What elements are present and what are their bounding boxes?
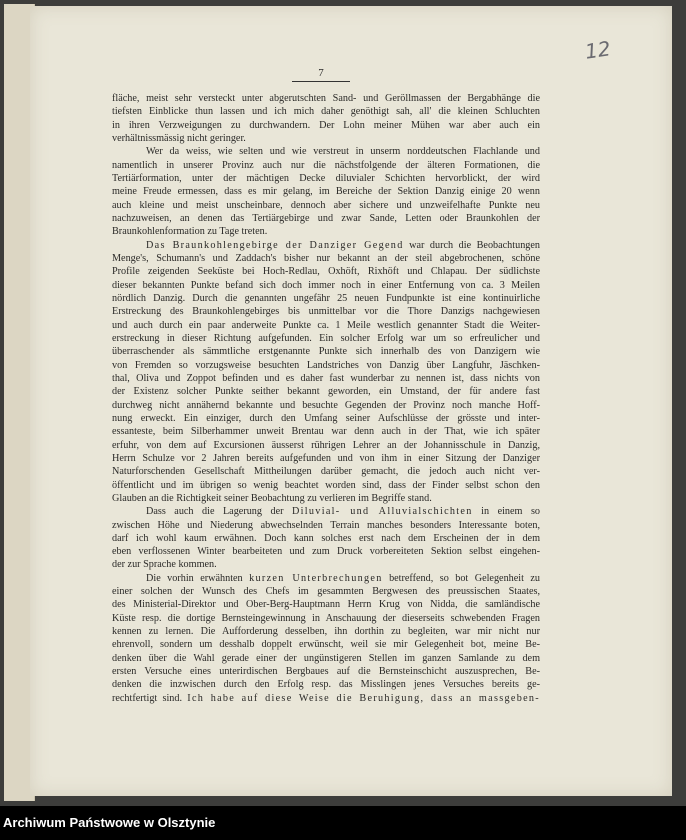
text-segment: erstreckung in dieser Richtung aufgefunden. Ein solcher Erfolg war um so erfreulicher und (112, 332, 540, 344)
text-segment: Profile zeigenden Seeküste bei Hoch-Redlau, Oxhöft, Rixhöft und Chlapau. Der südlichste (112, 266, 540, 278)
text-line (112, 225, 540, 238)
text-segment: Menge's, Schumann's und Zaddach's bisher nur bekannt an der steil abgebrochenen, schöne (112, 252, 540, 264)
text-segment: in ihren Verzweigungen zu durchwandern. Der Lohn meiner Mühen war aber auch ein (112, 119, 540, 131)
text-line (112, 519, 540, 532)
text-segment: der Existenz solcher Punkte seither bekannt geworden, ein Umstand, der für andere fast (112, 386, 540, 398)
text-segment: tiefsten Einblicke thun lassen und ich mich daher genöthigt sah, all' die kleinen Schluchten (112, 106, 540, 118)
text-segment: rechtfertigt sind. (112, 692, 188, 704)
text-line (112, 412, 540, 425)
text-line (112, 439, 540, 452)
text-line (112, 159, 540, 172)
text-segment: Wer da weiss, wie selten und wie verstreut in unserm norddeutschen Flachlande und (146, 146, 540, 158)
text-line (112, 145, 540, 158)
text-line (112, 252, 540, 265)
text-line (112, 598, 540, 611)
handwritten-folio-number: 12 (583, 36, 612, 64)
text-segment: Naturforschenden Gesellschaft Mittheilungen darüber gemacht, die jedoch auch nicht ver- (112, 466, 540, 478)
text-segment: fläche, meist sehr versteckt unter abgerutschten Sand- und Geröllmassen der Bergabhänge die (112, 93, 540, 104)
text-segment: namentlich in unserer Provinz auch nur die nächstfolgende der älteren Formationen, die (112, 159, 540, 171)
text-segment: war durch die Beobachtungen (403, 239, 541, 251)
text-line (112, 105, 540, 118)
page-number: 7 (292, 67, 350, 82)
text-segment: kennen zu lernen. Die Aufforderung desselben, ihn dorthin zu begleiten, war mir nicht nur (112, 626, 540, 638)
spaced-emphasis-text: kurzen Unterbrechungen (249, 572, 383, 584)
text-line (112, 265, 540, 278)
text-segment: Erstreckung des Braunkohlengebirges bis unmittelbar vor die Thore Danzigs nachgewiesen (112, 306, 540, 318)
text-segment: überraschender als sämmtliche erstgenannte Punkte sich innerhalb des von Danzigern wie (112, 346, 540, 358)
text-segment: denken über die Wahl gerade einer der ungünstigeren Stellen im ganzen Samlande zu dem (112, 652, 540, 664)
body-text (112, 92, 540, 705)
text-segment: in einem so (472, 506, 541, 518)
text-line (112, 612, 540, 625)
text-segment: der zur Sprache kommen. (112, 559, 217, 571)
text-line (112, 492, 540, 505)
text-line (112, 345, 540, 358)
text-line (112, 385, 540, 398)
text-line (112, 279, 540, 292)
text-line (112, 132, 540, 145)
text-line (112, 572, 540, 585)
text-line (112, 172, 540, 185)
text-segment: Glauben an die Richtigkeit seiner Beobachtung zu verlieren im Begriffe stand. (112, 492, 432, 504)
text-segment: dieser bekannten Punkte befand sich doch immer noch in einer Entfernung von ca. 3 Meilen (112, 279, 540, 291)
text-segment: nachzuweisen, an denen das Tertiärgebirge und zwar Sande, Letten oder Braunkohlen der (112, 212, 540, 224)
text-segment: erfuhr, von dem auf Excursionen äusserst rührigen Lehrer an der Johannisschule in Danzig, (112, 439, 540, 451)
text-line (112, 119, 540, 132)
text-line (112, 665, 540, 678)
text-line (112, 212, 540, 225)
text-line (112, 505, 540, 518)
text-line (112, 372, 540, 385)
text-line (112, 292, 540, 305)
text-segment: von Fremden so vorzugsweise besuchten Landstriches von Danzig über Langfuhr, Jäschken- (112, 359, 540, 371)
text-segment: ersten Versuche eines unterirdischen Bergbaues auf die Bernsteinschicht auszusprechen, Be- (112, 666, 540, 678)
text-line (112, 585, 540, 598)
text-line (112, 185, 540, 198)
text-line (112, 545, 540, 558)
text-line (112, 465, 540, 478)
text-segment: zwischen Höhe und Niederung abwechselnden Terrain manches besonders Interessante boten, (112, 519, 540, 531)
text-segment: Tertiärformation, unter der mächtigen Decke diluvialer Schichten hervorblickt, der wird (112, 172, 540, 184)
text-segment: nördlich Danzig. Durch die genannten ungefähr 25 neuen Fundpunkte ist eine kontinuirliche (112, 292, 540, 304)
text-line (112, 399, 540, 412)
spaced-emphasis-text: Ich habe auf diese Weise die Beruhigung, dass an massgeben- (187, 692, 540, 704)
text-segment: darf ich wohl kaum erwähnen. Doch kann solches erst nach dem Erscheinen der in dem (112, 532, 540, 544)
text-line (112, 558, 540, 571)
text-line (112, 332, 540, 345)
text-segment: durchweg nicht annähernd bekannte und besuchte Gegenden der Provinz noch manche Hoff- (112, 399, 540, 411)
text-line (112, 359, 540, 372)
spaced-emphasis-text: Diluvial- und Alluvialschichten (292, 506, 473, 518)
text-segment: öffentlicht und im übrigen so wenig beachtet worden sind, dass der Finder selbst schon den (112, 479, 540, 491)
text-line (112, 678, 540, 691)
text-line (112, 638, 540, 651)
text-line (112, 625, 540, 638)
text-segment: denken die inzwischen durch den Erfolg resp. das Misslingen jenes Versuches bereits ge- (112, 679, 540, 691)
text-segment: des Ministerial-Direktor und Ober-Berg-Hauptmann Herrn Krug von Nidda, die samländische (112, 599, 540, 611)
text-segment: betreffend, so bot Gelegenheit zu (382, 572, 541, 584)
text-line (112, 692, 540, 705)
text-line (112, 452, 540, 465)
text-segment: eben verflossenen Winter bearbeiteten und zum Druck vorbereiteten Sektion selbst eingehen- (112, 546, 540, 558)
text-line (112, 532, 540, 545)
text-line (112, 305, 540, 318)
text-line (112, 92, 540, 105)
text-line (112, 652, 540, 665)
text-segment: nung erweckt. Ein einziger, durch den Umfang seiner Aufschlüsse der grösste und inter- (112, 412, 540, 424)
text-segment: essanteste, beim Silberhammer unweit Brentau war denn auch in der That, wie ich später (112, 426, 540, 438)
text-segment: auch kleine und meist unscheinbare, dennoch aber sichere und unzweifelhafte Punkte neu (112, 199, 540, 211)
text-segment: meine Freude ermessen, dass es mir gelang, im Bereiche der Sektion Danzig einige 20 wenn (112, 186, 540, 198)
text-line (112, 425, 540, 438)
text-segment: thal, Oliva und Zoppot befinden und es daher fast wunderbar zu nennen ist, dass nichts von (112, 372, 540, 384)
text-segment: einer solchen der Wunsch des Chefs im gesammten Bergwesen des preussischen Staates, (112, 586, 540, 598)
text-line (112, 479, 540, 492)
text-segment: Herrn Schulze vor 2 Jahren bereits aufgefunden und von ihm in einer Sitzung der Danziger (112, 452, 540, 464)
text-line (112, 199, 540, 212)
text-segment: ehrenvoll, sondern um desshalb doppelt erwünscht, weil sie mir Gelegenheit bot, meine Be- (112, 639, 540, 651)
text-segment: und auch durch ein paar anderweite Punkte ca. 1 Meile westlich genannter Stadt die Weiter- (112, 319, 540, 331)
text-line (112, 239, 540, 252)
text-segment: Küste resp. die dortige Bernsteingewinnung in Anschauung der dieserseits schwebenden Fragen (112, 612, 540, 624)
text-segment: Braunkohlenformation zu Tage treten. (112, 226, 268, 238)
text-line (112, 319, 540, 332)
archive-label: Archiwum Państwowe w Olsztynie (3, 815, 216, 830)
spaced-emphasis-text: Das Braunkohlengebirge der Danziger Gegend (146, 239, 404, 251)
text-segment: Die vorhin erwähnten (146, 572, 250, 584)
text-segment: verhältnissmässig nicht geringer. (112, 132, 246, 144)
text-segment: Dass auch die Lagerung der (146, 506, 292, 518)
